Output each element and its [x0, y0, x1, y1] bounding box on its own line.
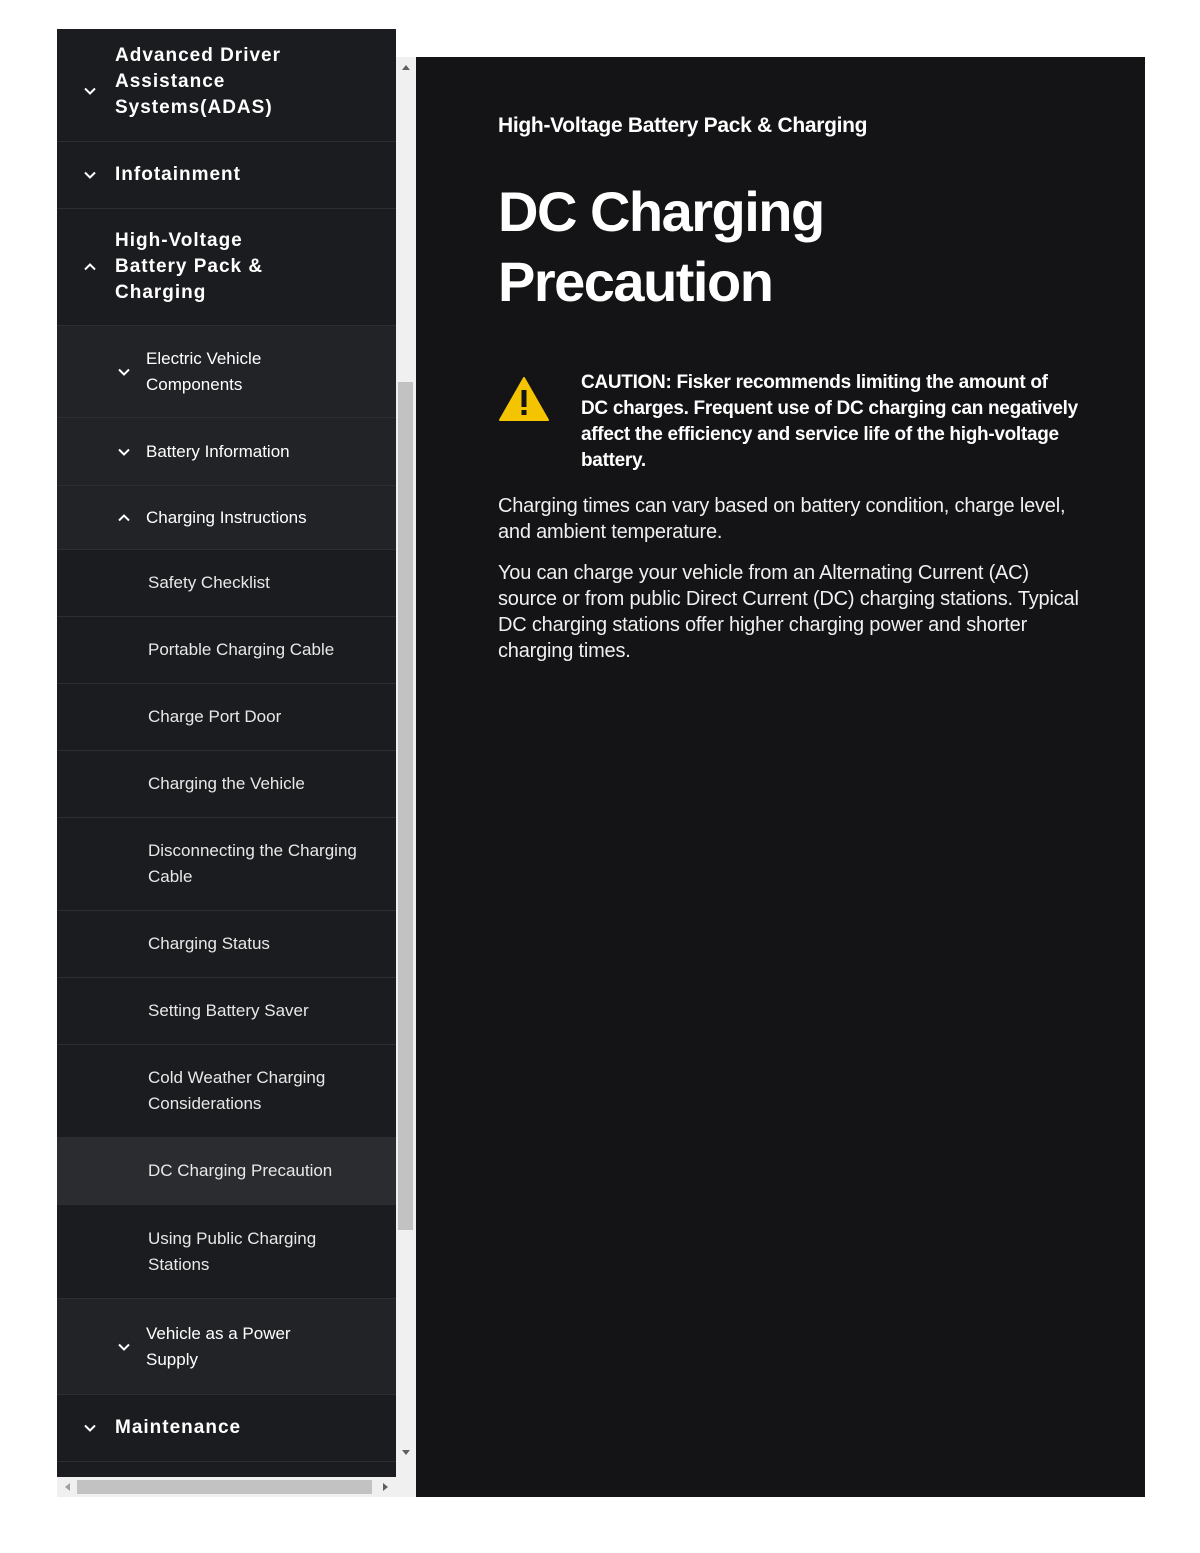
sidebar-item-battery-information[interactable]: [57, 418, 396, 486]
sidebar-item-charging-status[interactable]: [57, 911, 396, 978]
vertical-scrollbar[interactable]: [396, 57, 416, 1463]
scroll-left-arrow-icon[interactable]: [57, 1477, 77, 1497]
sidebar-item-maintenance[interactable]: [57, 1395, 396, 1462]
chevron-down-icon[interactable]: [80, 1418, 100, 1438]
sidebar-item-label: Using Public Charging Stations: [148, 1228, 317, 1274]
sidebar-item-charging-the-vehicle[interactable]: [57, 751, 396, 818]
page-title: DC Charging Precaution: [498, 180, 824, 313]
sidebar-item-label: Maintenance: [115, 1417, 242, 1438]
scrollbar-corner: [396, 1463, 416, 1497]
chevron-down-icon[interactable]: [114, 1337, 134, 1357]
sidebar-item-public-charging-stations[interactable]: [57, 1205, 396, 1299]
sidebar-item-label: Setting Battery Saver: [148, 1001, 309, 1020]
caution-text: CAUTION: Fisker recommends limiting the amount of DC charges. Frequent use of DC charging can negatively affect the efficiency and service life of the high-voltage battery.: [581, 372, 1078, 471]
scroll-right-arrow-icon[interactable]: [376, 1477, 396, 1497]
horizontal-scrollbar[interactable]: [57, 1477, 396, 1497]
sidebar-item-label: Portable Charging Cable: [148, 640, 335, 659]
sidebar-item-label: Battery Information: [146, 441, 290, 461]
sidebar-item-label: Charging the Vehicle: [148, 774, 305, 793]
sidebar-item-charging-instructions[interactable]: [57, 486, 396, 550]
warning-icon: [498, 376, 558, 474]
scroll-down-arrow-icon[interactable]: [396, 1443, 416, 1463]
sidebar-item-label: Advanced Driver Assistance Systems(ADAS): [115, 45, 282, 118]
sidebar-item-ev-components[interactable]: [57, 326, 396, 418]
sidebar-item-label: Vehicle as a Power Supply: [146, 1323, 291, 1369]
vertical-scroll-thumb[interactable]: [398, 382, 413, 1230]
main-content: [416, 57, 1145, 1497]
sidebar-item-safety-checklist[interactable]: [57, 550, 396, 617]
sidebar-item-label: Safety Checklist: [148, 573, 270, 592]
caution-box: [498, 370, 1078, 474]
sidebar-item-setting-battery-saver[interactable]: [57, 978, 396, 1045]
sidebar-item-cold-weather-charging[interactable]: [57, 1045, 396, 1138]
body-paragraph: You can charge your vehicle from an Alternating Current (AC) source or from public Direct Current (DC) charging stations. Typical DC charging stations offer higher charging power and shorter charging times.: [498, 562, 1079, 662]
chevron-down-icon[interactable]: [114, 442, 134, 462]
sidebar-nav[interactable]: [57, 45, 396, 1463]
sidebar-panel: [57, 45, 416, 1497]
sidebar-item-label: Infotainment: [115, 164, 241, 185]
body-paragraph: Charging times can vary based on battery condition, charge level, and ambient temperature.: [498, 495, 1066, 543]
sidebar-item-vehicle-power-supply[interactable]: [57, 1299, 396, 1395]
horizontal-scroll-thumb[interactable]: [77, 1480, 372, 1494]
sidebar-item-label: Disconnecting the Charging Cable: [148, 841, 357, 886]
sidebar-item-adas[interactable]: [57, 29, 396, 142]
sidebar-item-label: Charging Instructions: [146, 507, 307, 527]
chevron-up-icon[interactable]: [80, 257, 100, 277]
scroll-up-arrow-icon[interactable]: [396, 57, 416, 77]
sidebar-item-dc-charging-precaution[interactable]: [57, 1138, 396, 1205]
sidebar-item-disconnecting-cable[interactable]: [57, 818, 396, 911]
sidebar-item-hv-battery[interactable]: [57, 209, 396, 326]
sidebar-item-label: Electric Vehicle Components: [146, 348, 262, 394]
sidebar-item-charge-port-door[interactable]: [57, 684, 396, 751]
sidebar-item-infotainment[interactable]: [57, 142, 396, 209]
chevron-down-icon[interactable]: [80, 81, 100, 101]
sidebar-item-label: Charge Port Door: [148, 707, 282, 726]
sidebar-item-label: Cold Weather Charging Considerations: [148, 1068, 326, 1113]
nav-list: [57, 29, 396, 1462]
chevron-down-icon[interactable]: [80, 165, 100, 185]
section-title: High-Voltage Battery Pack & Charging: [498, 114, 868, 137]
sidebar-item-label: Charging Status: [148, 934, 270, 953]
sidebar-item-portable-charging-cable[interactable]: [57, 617, 396, 684]
chevron-down-icon[interactable]: [114, 362, 134, 382]
chevron-up-icon[interactable]: [114, 508, 134, 528]
sidebar-item-label: High-Voltage Battery Pack & Charging: [115, 230, 264, 303]
sidebar-item-label: DC Charging Precaution: [148, 1161, 333, 1180]
